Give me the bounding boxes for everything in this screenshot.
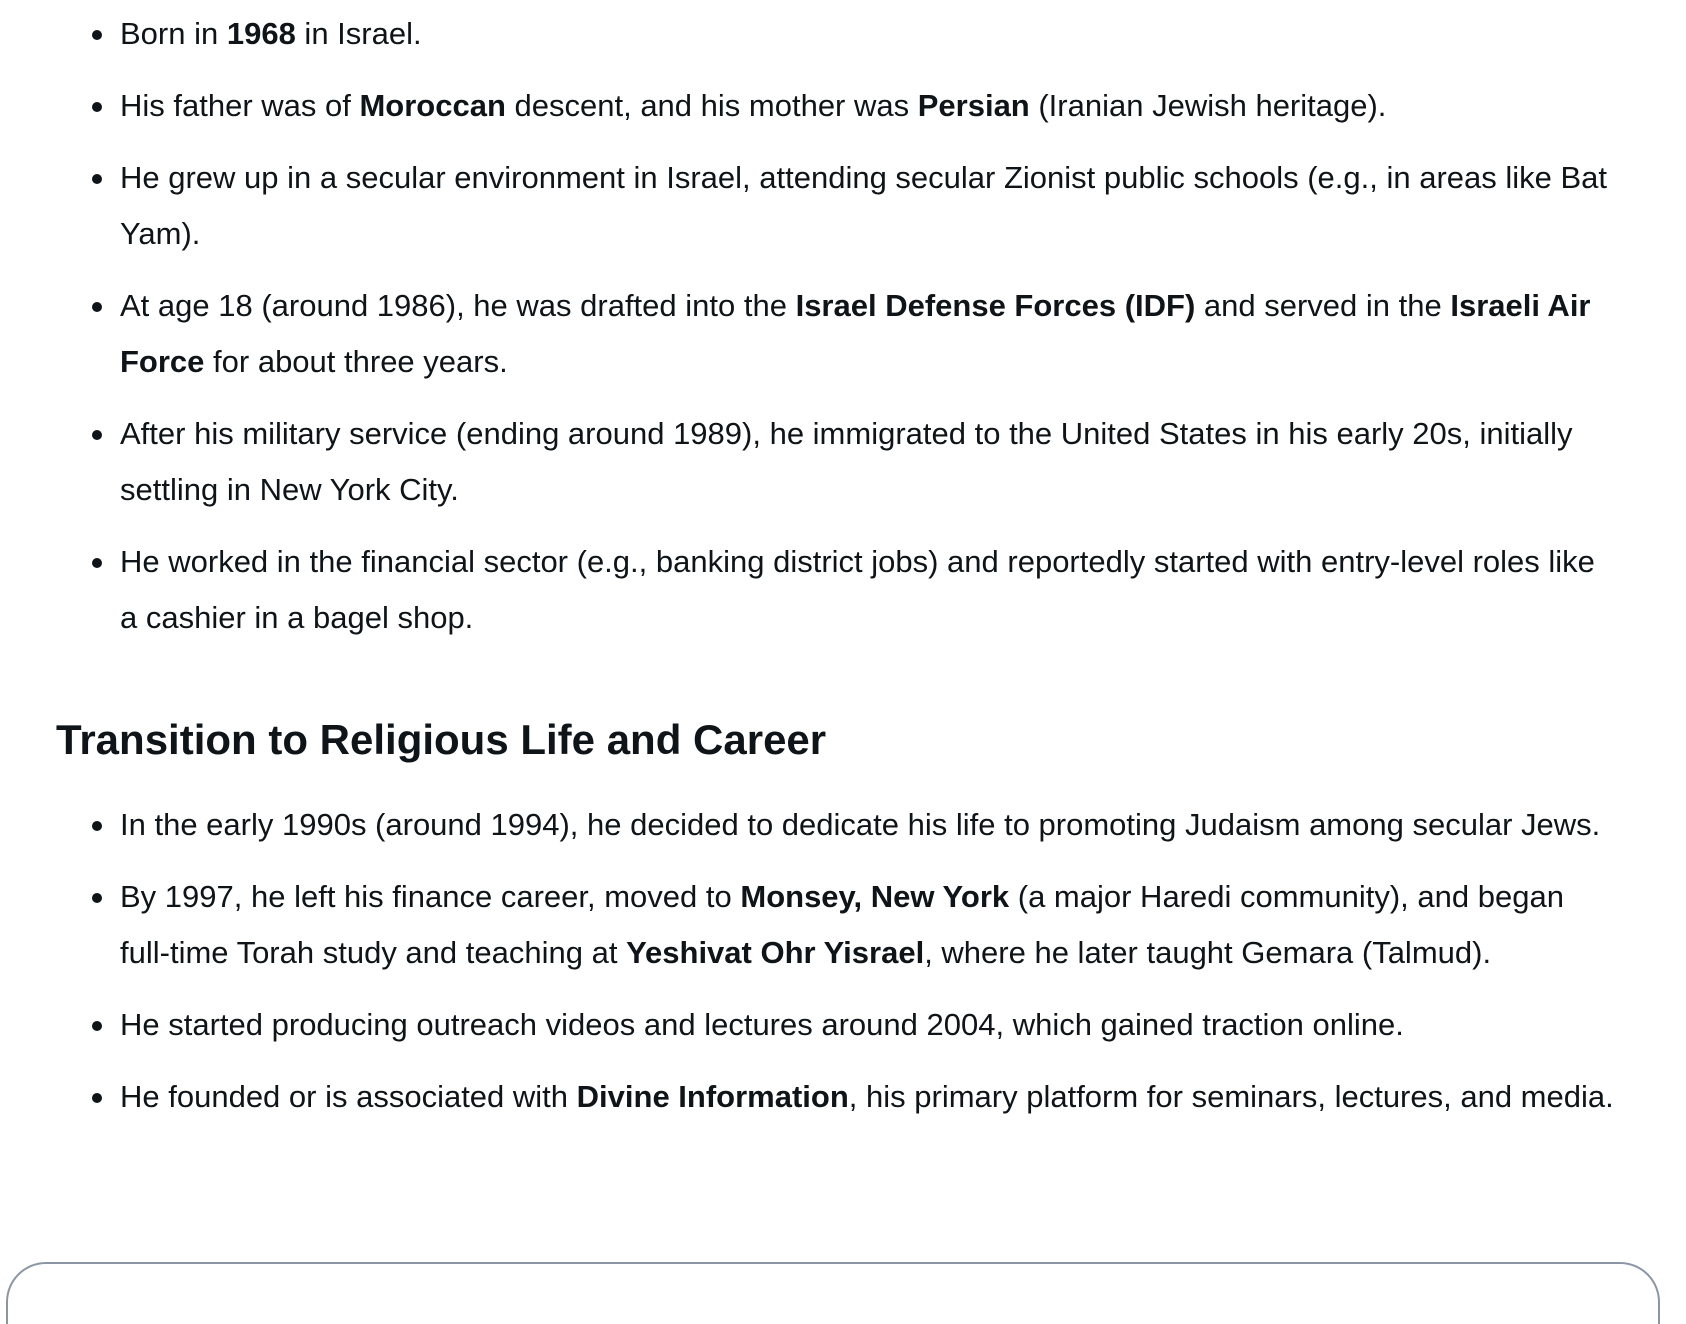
list-item: [0, 278, 1686, 390]
item-text-2: in Israel.: [295, 16, 422, 51]
item-text-1: He grew up in a secular environment in Israel, attending secular Zionist public schools (e.g., in areas like Bat Yam).: [120, 160, 1608, 251]
item-text-1: He founded or is associated with: [120, 1079, 577, 1114]
item-bold-2: Yeshivat Ohr Yisrael: [626, 935, 925, 970]
list-item: [0, 1069, 1686, 1125]
item-bold-2: Israeli Air Force: [120, 288, 1591, 379]
item-text-1: After his military service (ending around 1989), he immigrated to the United States in his early 20s, initially settling in New York City.: [120, 416, 1573, 507]
section-heading: Transition to Religious Life and Career: [56, 716, 827, 763]
item-text-1: By 1997, he left his finance career, moved to: [120, 879, 741, 914]
item-text-2: and served in the: [1195, 288, 1451, 323]
item-text-2: , his primary platform for seminars, lectures, and media.: [848, 1079, 1614, 1114]
list-item: [0, 797, 1686, 853]
list-item: [0, 6, 1686, 62]
item-text-1: He worked in the financial sector (e.g., banking district jobs) and reportedly started with entry-level roles like a cashier in a bagel shop.: [120, 544, 1595, 635]
item-bold-1: Monsey, New York: [740, 879, 1010, 914]
item-text-3: (Iranian Jewish heritage).: [1029, 88, 1387, 123]
list-item: [0, 150, 1686, 262]
item-bold-1: Israel Defense Forces (IDF): [795, 288, 1196, 323]
item-text-1: At age 18 (around 1986), he was drafted into the: [120, 288, 796, 323]
item-text-2: descent, and his mother was: [505, 88, 918, 123]
item-bold-1: Moroccan: [359, 88, 506, 123]
list-item: [0, 78, 1686, 134]
item-text-2: (a major Haredi community), and began full-time Torah study and teaching at: [120, 879, 1564, 970]
list-item: [0, 534, 1686, 646]
item-bold-1: Divine Information: [576, 1079, 849, 1114]
item-text-1: He started producing outreach videos and lectures around 2004, which gained traction online.: [120, 1007, 1404, 1042]
early-life-list: [0, 6, 1686, 662]
item-text-3: for about three years.: [204, 344, 508, 379]
transition-list: [0, 797, 1686, 1141]
item-text-1: Born in: [120, 16, 227, 51]
item-text-3: , where he later taught Gemara (Talmud).: [924, 935, 1492, 970]
list-item: [0, 997, 1686, 1053]
list-item: [0, 406, 1686, 518]
message-composer[interactable]: [6, 1262, 1660, 1324]
item-text-1: His father was of: [120, 88, 360, 123]
item-bold-2: Persian: [917, 88, 1030, 123]
item-text-1: In the early 1990s (around 1994), he decided to dedicate his life to promoting Judaism among secular Jews.: [120, 807, 1601, 842]
item-bold-1: 1968: [226, 16, 296, 51]
list-item: [0, 869, 1686, 981]
